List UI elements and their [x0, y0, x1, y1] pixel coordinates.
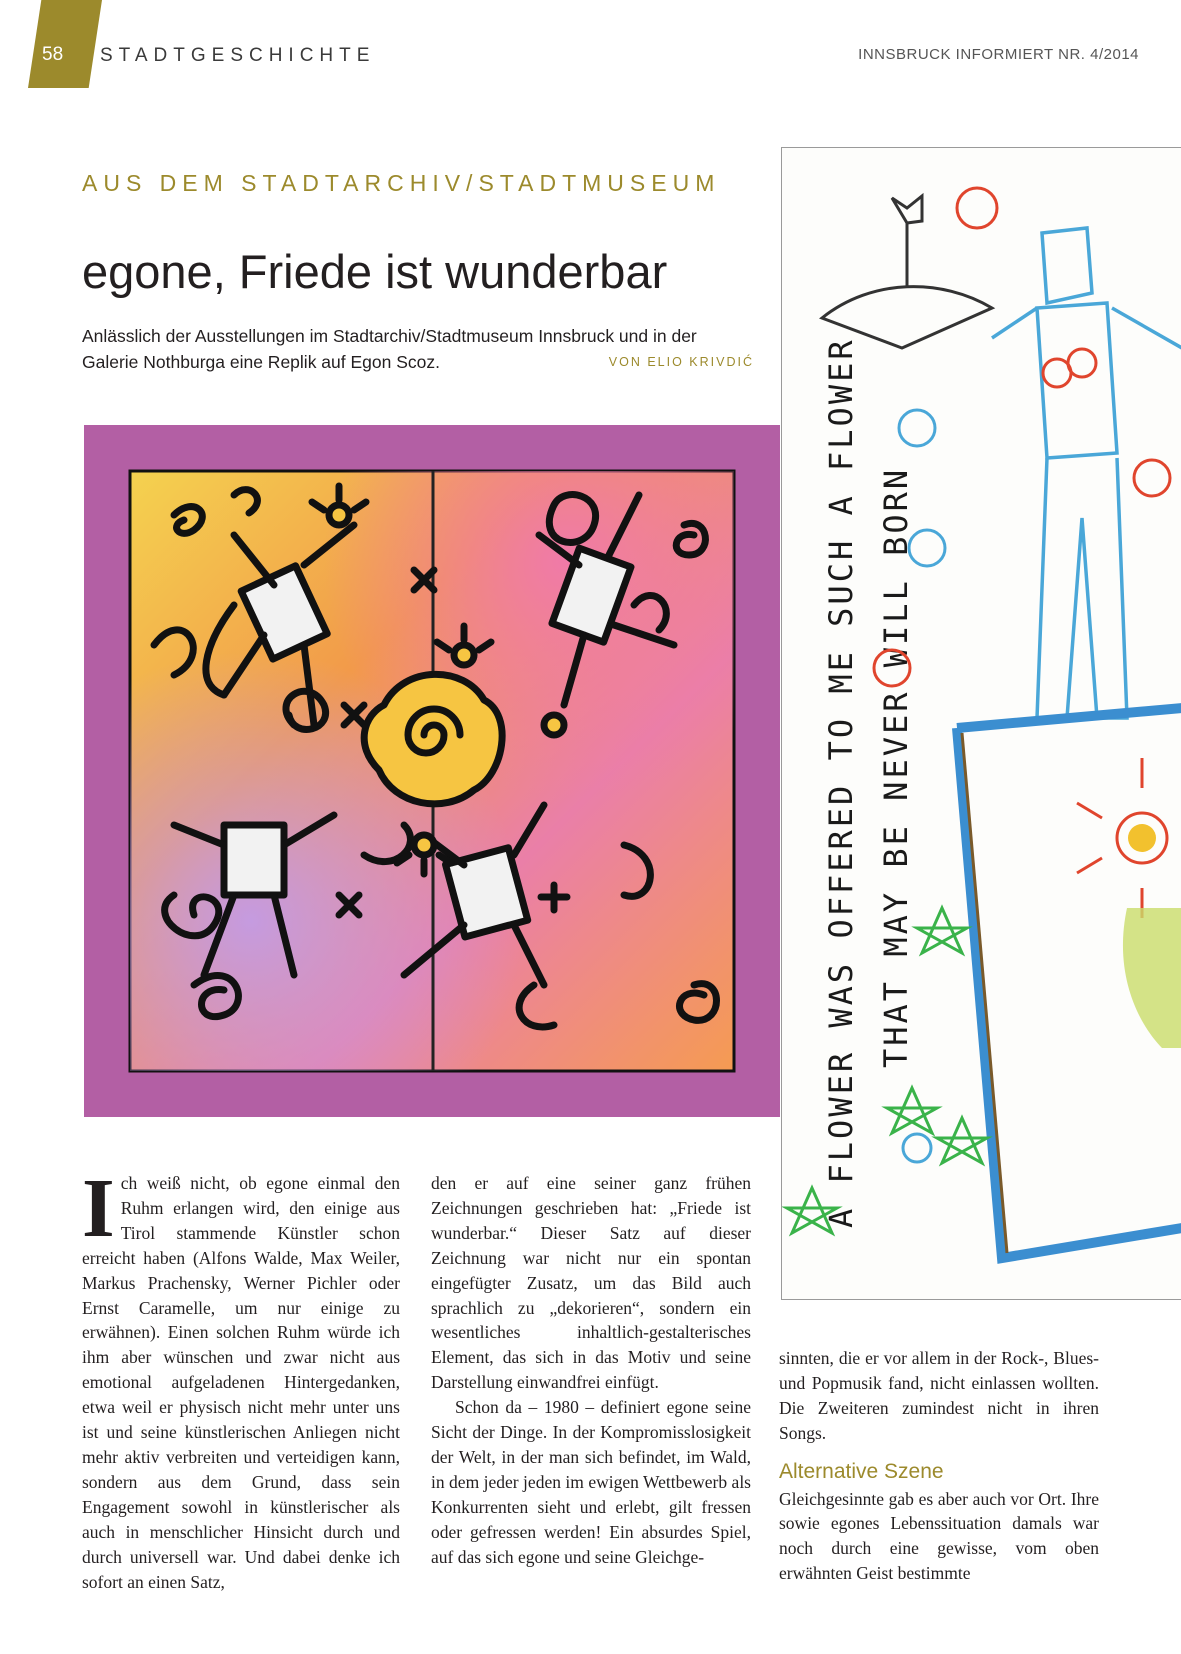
kicker: AUS DEM STADTARCHIV/STADTMUSEUM — [82, 170, 721, 196]
standfirst — [82, 323, 754, 375]
column-2 — [431, 1171, 751, 1570]
sketch-drawing — [782, 148, 1181, 1300]
section-title: STADTGESCHICHTE — [100, 45, 376, 66]
page-number: 58 — [42, 44, 64, 65]
paragraph-2: den er auf eine seiner ganz frühen Zeichnungen geschrieben hat: „Friede ist wunderbar.“ Dieser Satz auf dieser Zeichnung war nicht nur ein spontan eingefügter Zusatz, um das Bild auch sprachlich zu „dekorieren“, sondern ein wesentliches inhaltlich-gestalterisches Element, das sich in das Motiv und seine Darstellung einwandfrei einfügt. — [431, 1173, 751, 1393]
sketch-text-line1: A FLOWER WAS OFFERED TO ME SUCH A FLOWER — [822, 337, 860, 1228]
column-1 — [82, 1162, 400, 1594]
paragraph-1: ch weiß nicht, ob egone einmal den Ruhm erlangen wird, den einige aus Tirol stammende Künstler schon erreicht haben (Alfons Walde, Max Weiler, Markus Prachensky, Werner Pichler oder Ernst Caramelle, um nur einige zu erwähnen). Einen solchen Ruhm würde ich ihm aber wünschen und zwar nicht aus emotional aufgeladenen Hintergedanken, etwa weil er physisch nicht mehr unter uns ist und seine künstlerischen Anliegen nicht mehr aktiv verbreiten und verteidigen kann, sondern aus dem Grund, dass sein Engagement sowohl in künstlerischer als auch in menschlicher Hinsicht durch und durch universell war. Und dabei denke ich sofort an einen Satz, — [82, 1173, 400, 1592]
painting-photo — [84, 425, 780, 1117]
paragraph-3: Schon da – 1980 – definiert egone seine Sicht der Dinge. In der Kompromisslosigkeit der Welt, in der man sich befindet, im Wald, in dem jeder jeden im ewigen Wettbewerb als Konkurrenten sieht und erlebt, gilt fressen oder gefressen werden! Ein absurdes Spiel, auf das sich egone und seine Gleichge- — [431, 1397, 751, 1567]
standfirst-text: Anlässlich der Ausstellungen im Stadtarchiv/Stadtmuseum Innsbruck und in der Galerie Nothburga eine Replik auf Egon Scoz. — [82, 326, 697, 372]
painting-artwork — [84, 425, 780, 1117]
paragraph-5: Gleichgesinnte gab es aber auch vor Ort. Ihre sowie egones Lebenssituation damals war noch durch eine gewisse, vom oben erwähnten Geist bestimmte — [779, 1488, 1099, 1584]
headline: egone, Friede ist wunderbar — [82, 245, 668, 298]
sketch-text-line2: THAT MAY BE NEVER WILL BORN — [877, 466, 915, 1068]
page-number-badge — [28, 0, 102, 88]
byline: VON ELIO KRIVDIĆ — [608, 355, 754, 369]
column-3 — [779, 1346, 1099, 1586]
sketch-photo — [781, 147, 1181, 1300]
subhead: Alternative Szene — [779, 1459, 944, 1483]
dropcap: I — [82, 1162, 115, 1255]
issue-label: INNSBRUCK INFORMIERT NR. 4/2014 — [858, 46, 1139, 63]
paragraph-4: sinnten, die er vor allem in der Rock-, Blues- und Popmusik fand, nicht einlassen wollten. Die Zweiteren zumindest nicht in ihren Songs. — [779, 1348, 1099, 1443]
